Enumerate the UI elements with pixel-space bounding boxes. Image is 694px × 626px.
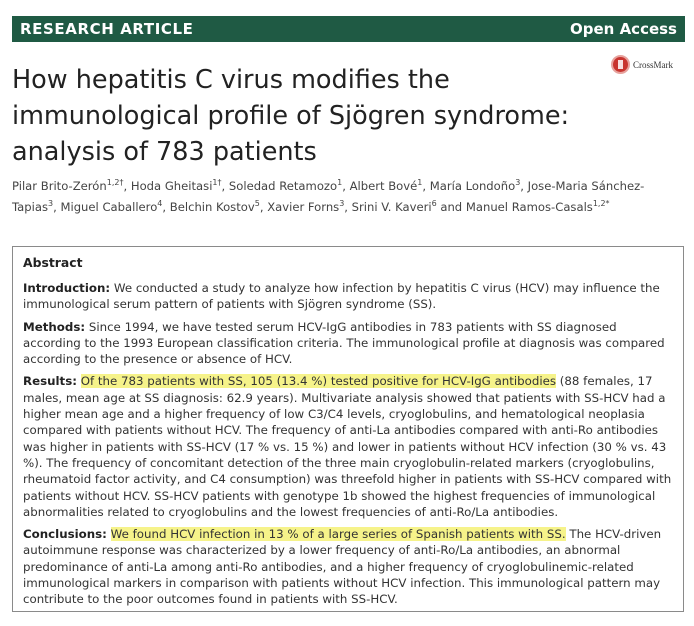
author-item[interactable]: [466, 200, 610, 214]
crossmark-icon: [611, 55, 630, 74]
author-name: Hoda Gheitasi: [130, 179, 213, 193]
open-access-label[interactable]: Open Access: [570, 20, 677, 38]
author-item[interactable]: [60, 200, 162, 214]
crossmark-badge[interactable]: [611, 55, 673, 74]
abstract-results: [23, 373, 673, 520]
abstract-introduction: [23, 280, 673, 313]
author-affiliation: 3: [339, 199, 345, 209]
author-affiliation: 1†: [212, 178, 222, 188]
results-label: Results:: [23, 374, 77, 389]
author-affiliation: 3: [48, 199, 54, 209]
author-separator: ,: [344, 200, 352, 214]
article-title: How hepatitis C virus modifies the immunological profile of Sjögren syndrome: analysis of 783 patients: [12, 65, 570, 167]
abstract-methods: [23, 319, 673, 368]
author-item[interactable]: [12, 179, 123, 193]
author-name: Miguel Caballero: [60, 200, 158, 214]
author-separator: ,: [123, 179, 131, 193]
author-name: Albert Bové: [349, 179, 418, 193]
author-item[interactable]: [352, 200, 437, 214]
author-item[interactable]: [267, 200, 344, 214]
author-separator: ,: [422, 179, 430, 193]
author-name: Manuel Ramos-Casals: [465, 200, 593, 214]
author-affiliation: 4: [157, 199, 163, 209]
abstract-box: [12, 246, 684, 612]
research-article-label: RESEARCH ARTICLE: [20, 20, 194, 38]
author-affiliation: 1,2†: [106, 178, 124, 188]
author-item[interactable]: [229, 179, 342, 193]
author-affiliation: 1: [337, 178, 343, 188]
author-name: Belchin Kostov: [169, 200, 255, 214]
author-name: María Londoño: [429, 179, 516, 193]
conclusions-label: Conclusions:: [23, 527, 107, 542]
author-separator: ,: [53, 200, 61, 214]
author-affiliation: 1,2*: [592, 199, 610, 209]
results-text: (88 females, 17 males, mean age at SS diagnosis: 62.9 years). Multivariate analysis showed that patients with SS-HCV had a higher mean age and a higher frequency of low C3/C4 levels, cryoglobulins, and hematological neoplasia compared with patients without HCV. The frequency of anti-La antibodies compared with anti-Ro antibodies was higher in patients with SS-HCV (17 % vs. 15 %) and lower in patients without HCV infection (30 % vs. 43 %). The frequency of concomitant detection of the three main cryoglobulin-related markers (cryoglobulins, rheumatoid factor activity, and C4 consumption) was threefold higher in patients with SS-HCV compared with patients without HCV. SS-HCV patients with genotype 1b showed the highest frequencies of immunological abnormalities related to cryoglobulins and the lowest frequencies of anti-Ro/La antibodies.: [23, 374, 672, 519]
conclusions-highlight: We found HCV infection in 13 % of a large series of Spanish patients with SS.: [110, 527, 566, 542]
article-type-banner: [12, 16, 685, 42]
author-list: [12, 176, 687, 218]
author-item[interactable]: [170, 200, 260, 214]
crossmark-label: CrossMark: [633, 59, 673, 70]
abstract-heading: Abstract: [23, 255, 83, 270]
author-name: Pilar Brito-Zerón: [12, 179, 107, 193]
methods-label: Methods:: [23, 319, 86, 334]
methods-text: Since 1994, we have tested serum HCV-IgG antibodies in 783 patients with SS diagnosed according to the 1993 European classification criteria. The immunological profile at diagnosis was compared according to the presence or absence of HCV.: [23, 319, 665, 367]
author-affiliation: 3: [515, 178, 521, 188]
introduction-label: Introduction:: [23, 281, 111, 295]
conclusions-text: The HCV-driven autoimmune response was characterized by a lower frequency of anti-Ro/La antibodies, an abnormal predominance of anti-La among anti-Ro antibodies, and a higher frequency of cryoglobulinemic-related immunological markers in comparison with patients without HCV infection. This immunological pattern may contribute to the poor outcomes found in patients with SS-HCV.: [23, 527, 662, 607]
author-separator: and: [436, 200, 466, 214]
author-affiliation: 5: [254, 199, 260, 209]
author-separator: ,: [259, 200, 268, 214]
author-name: Jose-Maria Sánchez-Tapias: [12, 179, 645, 214]
author-name: Soledad Retamozo: [228, 179, 338, 193]
author-item[interactable]: [350, 179, 423, 193]
author-item[interactable]: [131, 179, 222, 193]
abstract-conclusions: [23, 526, 673, 607]
author-separator: ,: [162, 200, 170, 214]
author-name: Xavier Forns: [267, 200, 340, 214]
introduction-text: We conducted a study to analyze how infection by hepatitis C virus (HCV) may influence the immunological serum pattern of patients with Sjögren syndrome (SS).: [23, 281, 660, 312]
author-separator: ,: [221, 179, 229, 193]
author-separator: ,: [342, 179, 350, 193]
author-separator: ,: [520, 179, 528, 193]
author-affiliation: 1: [417, 178, 423, 188]
results-highlight: Of the 783 patients with SS, 105 (13.4 %) tested positive for HCV-IgG antibodies: [80, 374, 557, 389]
author-name: Srini V. Kaveri: [351, 200, 432, 214]
author-affiliation: 6: [431, 199, 437, 209]
author-item[interactable]: [430, 179, 521, 193]
